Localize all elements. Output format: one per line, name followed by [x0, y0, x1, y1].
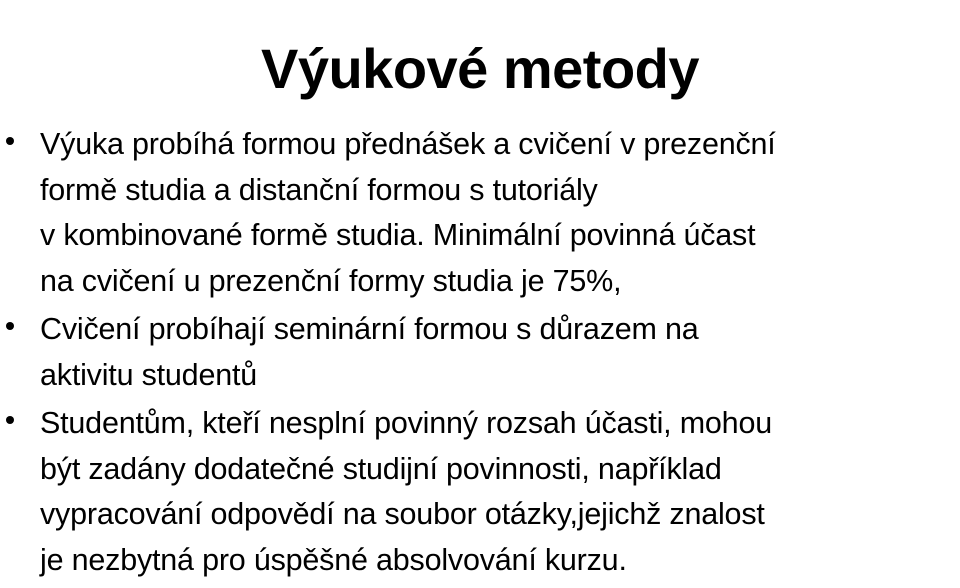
- bullet-line: být zadány dodatečné studijní povinnosti, například: [40, 451, 722, 486]
- bullet-line: Studentům, kteří nesplní povinný rozsah účasti, mohou: [40, 406, 772, 440]
- bullet-list: [0, 122, 960, 586]
- bullet-item-teaching-form: [0, 122, 960, 304]
- bullet-item-additional-duties: [0, 401, 960, 583]
- bullet-dot-icon: [6, 416, 14, 424]
- bullet-item-seminars: [0, 307, 960, 398]
- bullet-line: vypracování odpovědí na soubor otázky,jejichž znalost: [40, 497, 765, 531]
- bullet-line: aktivitu studentů: [40, 357, 258, 392]
- bullet-line: Výuka probíhá formou přednášek a cvičení v prezenční: [40, 127, 776, 161]
- bullet-dot-icon: [6, 322, 14, 330]
- slide-title: Výukové metody: [260, 36, 700, 100]
- bullet-line: v kombinované formě studia. Minimální povinná účast: [40, 218, 756, 252]
- bullet-line: Cvičení probíhají seminární formou s důrazem na: [40, 312, 699, 346]
- bullet-line: je nezbytná pro úspěšné absolvování kurzu.: [40, 542, 627, 577]
- bullet-line: na cvičení u prezenční formy studia je 75%,: [40, 263, 622, 298]
- bullet-dot-icon: [6, 137, 14, 145]
- bullet-line: formě studia a distanční formou s tutoriály: [40, 172, 598, 207]
